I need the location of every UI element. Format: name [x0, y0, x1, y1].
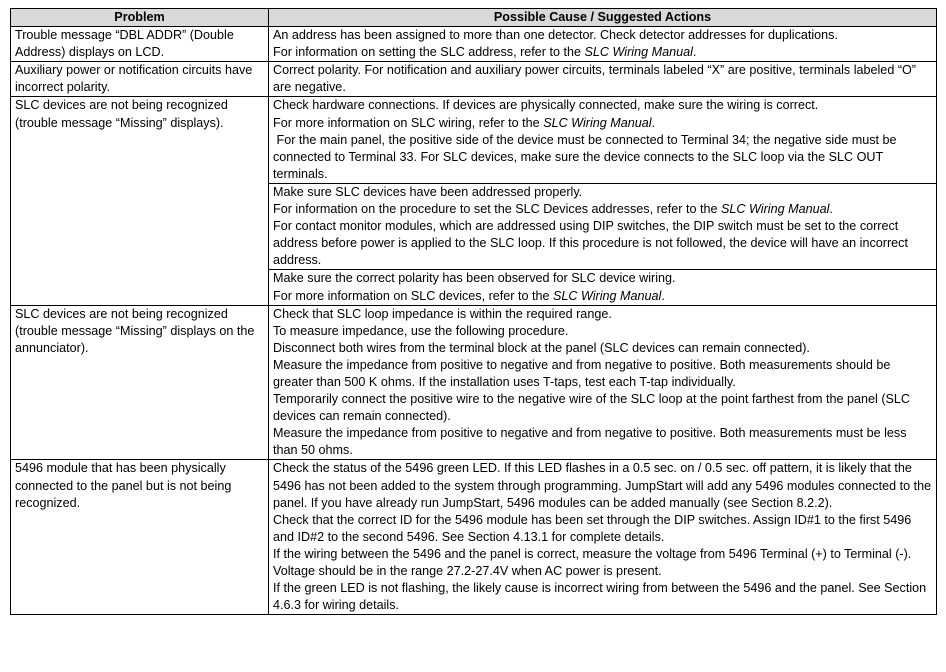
action-paragraph: Temporarily connect the positive wire to the negative wire of the SLC loop at the point farthest from the panel (SLC devices can remain connected). — [273, 392, 911, 424]
action-paragraph: Check hardware connections. If devices are physically connected, make sure the wiring is correct. — [273, 98, 819, 113]
manual-title: SLC Wiring Manual — [584, 45, 693, 60]
action-cell — [269, 460, 937, 615]
action-paragraph: An address has been assigned to more than one detector. Check detector addresses for duplications. — [273, 28, 838, 43]
action-paragraph: For the main panel, the positive side of the device must be connected to Terminal 34; the negative side must be connected to Terminal 33. For SLC devices, make sure the device connects to the SLC loop via the SLC OUT terminals. — [273, 132, 901, 181]
manual-title: SLC Wiring Manual — [721, 202, 830, 217]
problem-cell: Auxiliary power or notification circuits have incorrect polarity. — [11, 62, 269, 97]
action-paragraph: If the green LED is not flashing, the likely cause is incorrect wiring from between the 5496 and the panel. See Section 4.6.3 for wiring details. — [273, 581, 927, 613]
reference-punctuation: . — [651, 115, 656, 130]
reference-text: For information on the procedure to set the SLC Devices addresses, refer to the — [273, 202, 722, 217]
header-row — [11, 9, 937, 27]
reference-punctuation: . — [829, 202, 833, 217]
reference-text: For more information on SLC wiring, refer to the — [273, 115, 544, 130]
action-cell — [269, 62, 937, 97]
action-paragraph: Make sure the correct polarity has been observed for SLC device wiring. — [273, 271, 676, 286]
reference-punctuation: . — [692, 45, 697, 60]
problem-cell: Trouble message “DBL ADDR” (Double Address) displays on LCD. — [11, 27, 269, 62]
action-paragraph: Disconnect both wires from the terminal block at the panel (SLC devices can remain connected). — [273, 340, 810, 355]
action-paragraph: If the wiring between the 5496 and the panel is correct, measure the voltage from 5496 Terminal (+) to Terminal (-). Voltage should be in the range 27.2-27.4V when AC power is present. — [273, 546, 912, 578]
table-row — [11, 305, 937, 460]
reference-text: For information on setting the SLC address, refer to the — [273, 45, 585, 60]
action-paragraph: To measure impedance, use the following procedure. — [273, 323, 569, 338]
problem-cell: 5496 module that has been physically connected to the panel but is not being recognized. — [11, 460, 269, 615]
action-paragraph: Measure the impedance from positive to negative and from negative to positive. Both measurements should be greater than 500 K ohms. If the installation uses T-taps, test each T-tap individually. — [273, 357, 891, 389]
troubleshooting-table — [10, 8, 937, 615]
action-cell — [269, 270, 937, 305]
action-paragraph — [273, 288, 933, 305]
header-actions: Possible Cause / Suggested Actions — [269, 9, 937, 27]
table-row — [11, 460, 937, 615]
action-paragraph: Check the status of the 5496 green LED. If this LED flashes in a 0.5 sec. on / 0.5 sec. off pattern, it is likely that the 5496 has not been added to the system through programming. JumpStart will add any 5496 modules connected to the panel. If you have already run JumpStart, 5496 modules can be added manually (see Section 8.2.2). — [273, 461, 932, 510]
table-row — [11, 27, 937, 62]
action-paragraph: Check that SLC loop impedance is within the required range. — [273, 306, 612, 321]
action-paragraph: Correct polarity. For notification and auxiliary power circuits, terminals labeled “X” are positive, terminals labeled “O” are negative. — [273, 63, 917, 95]
header-problem: Problem — [11, 9, 269, 27]
action-cell — [269, 97, 937, 183]
action-paragraph: For contact monitor modules, which are addressed using DIP switches, the DIP switch must be set to the correct address before power is applied to the SLC loop. If this procedure is not followed, the device will have an incorrect address. — [273, 219, 908, 268]
reference-punctuation: . — [661, 288, 665, 303]
table-row — [11, 97, 937, 183]
action-cell — [269, 27, 937, 62]
manual-title: SLC Wiring Manual — [552, 288, 662, 303]
action-paragraph: Make sure SLC devices have been addressed properly. — [273, 184, 583, 199]
reference-text: For more information on SLC devices, refer to the — [273, 288, 553, 303]
action-paragraph — [273, 44, 933, 61]
problem-cell: SLC devices are not being recognized (trouble message “Missing” displays on the annunciator). — [11, 305, 269, 460]
table-body — [11, 27, 937, 615]
action-paragraph: Check that the correct ID for the 5496 module has been set through the DIP switches. Assign ID#1 to the first 5496 and ID#2 to the second 5496. See Section 4.13.1 for complete details. — [273, 512, 912, 544]
action-cell — [269, 183, 937, 269]
manual-title: SLC Wiring Manual — [543, 115, 652, 130]
action-cell — [269, 305, 937, 460]
action-paragraph — [273, 201, 933, 218]
action-paragraph: Measure the impedance from positive to negative and from negative to positive. Both measurements must be less than 50 ohms. — [273, 426, 907, 458]
table-row — [11, 62, 937, 97]
action-paragraph — [273, 115, 933, 132]
problem-cell: SLC devices are not being recognized (trouble message “Missing” displays). — [11, 97, 269, 305]
